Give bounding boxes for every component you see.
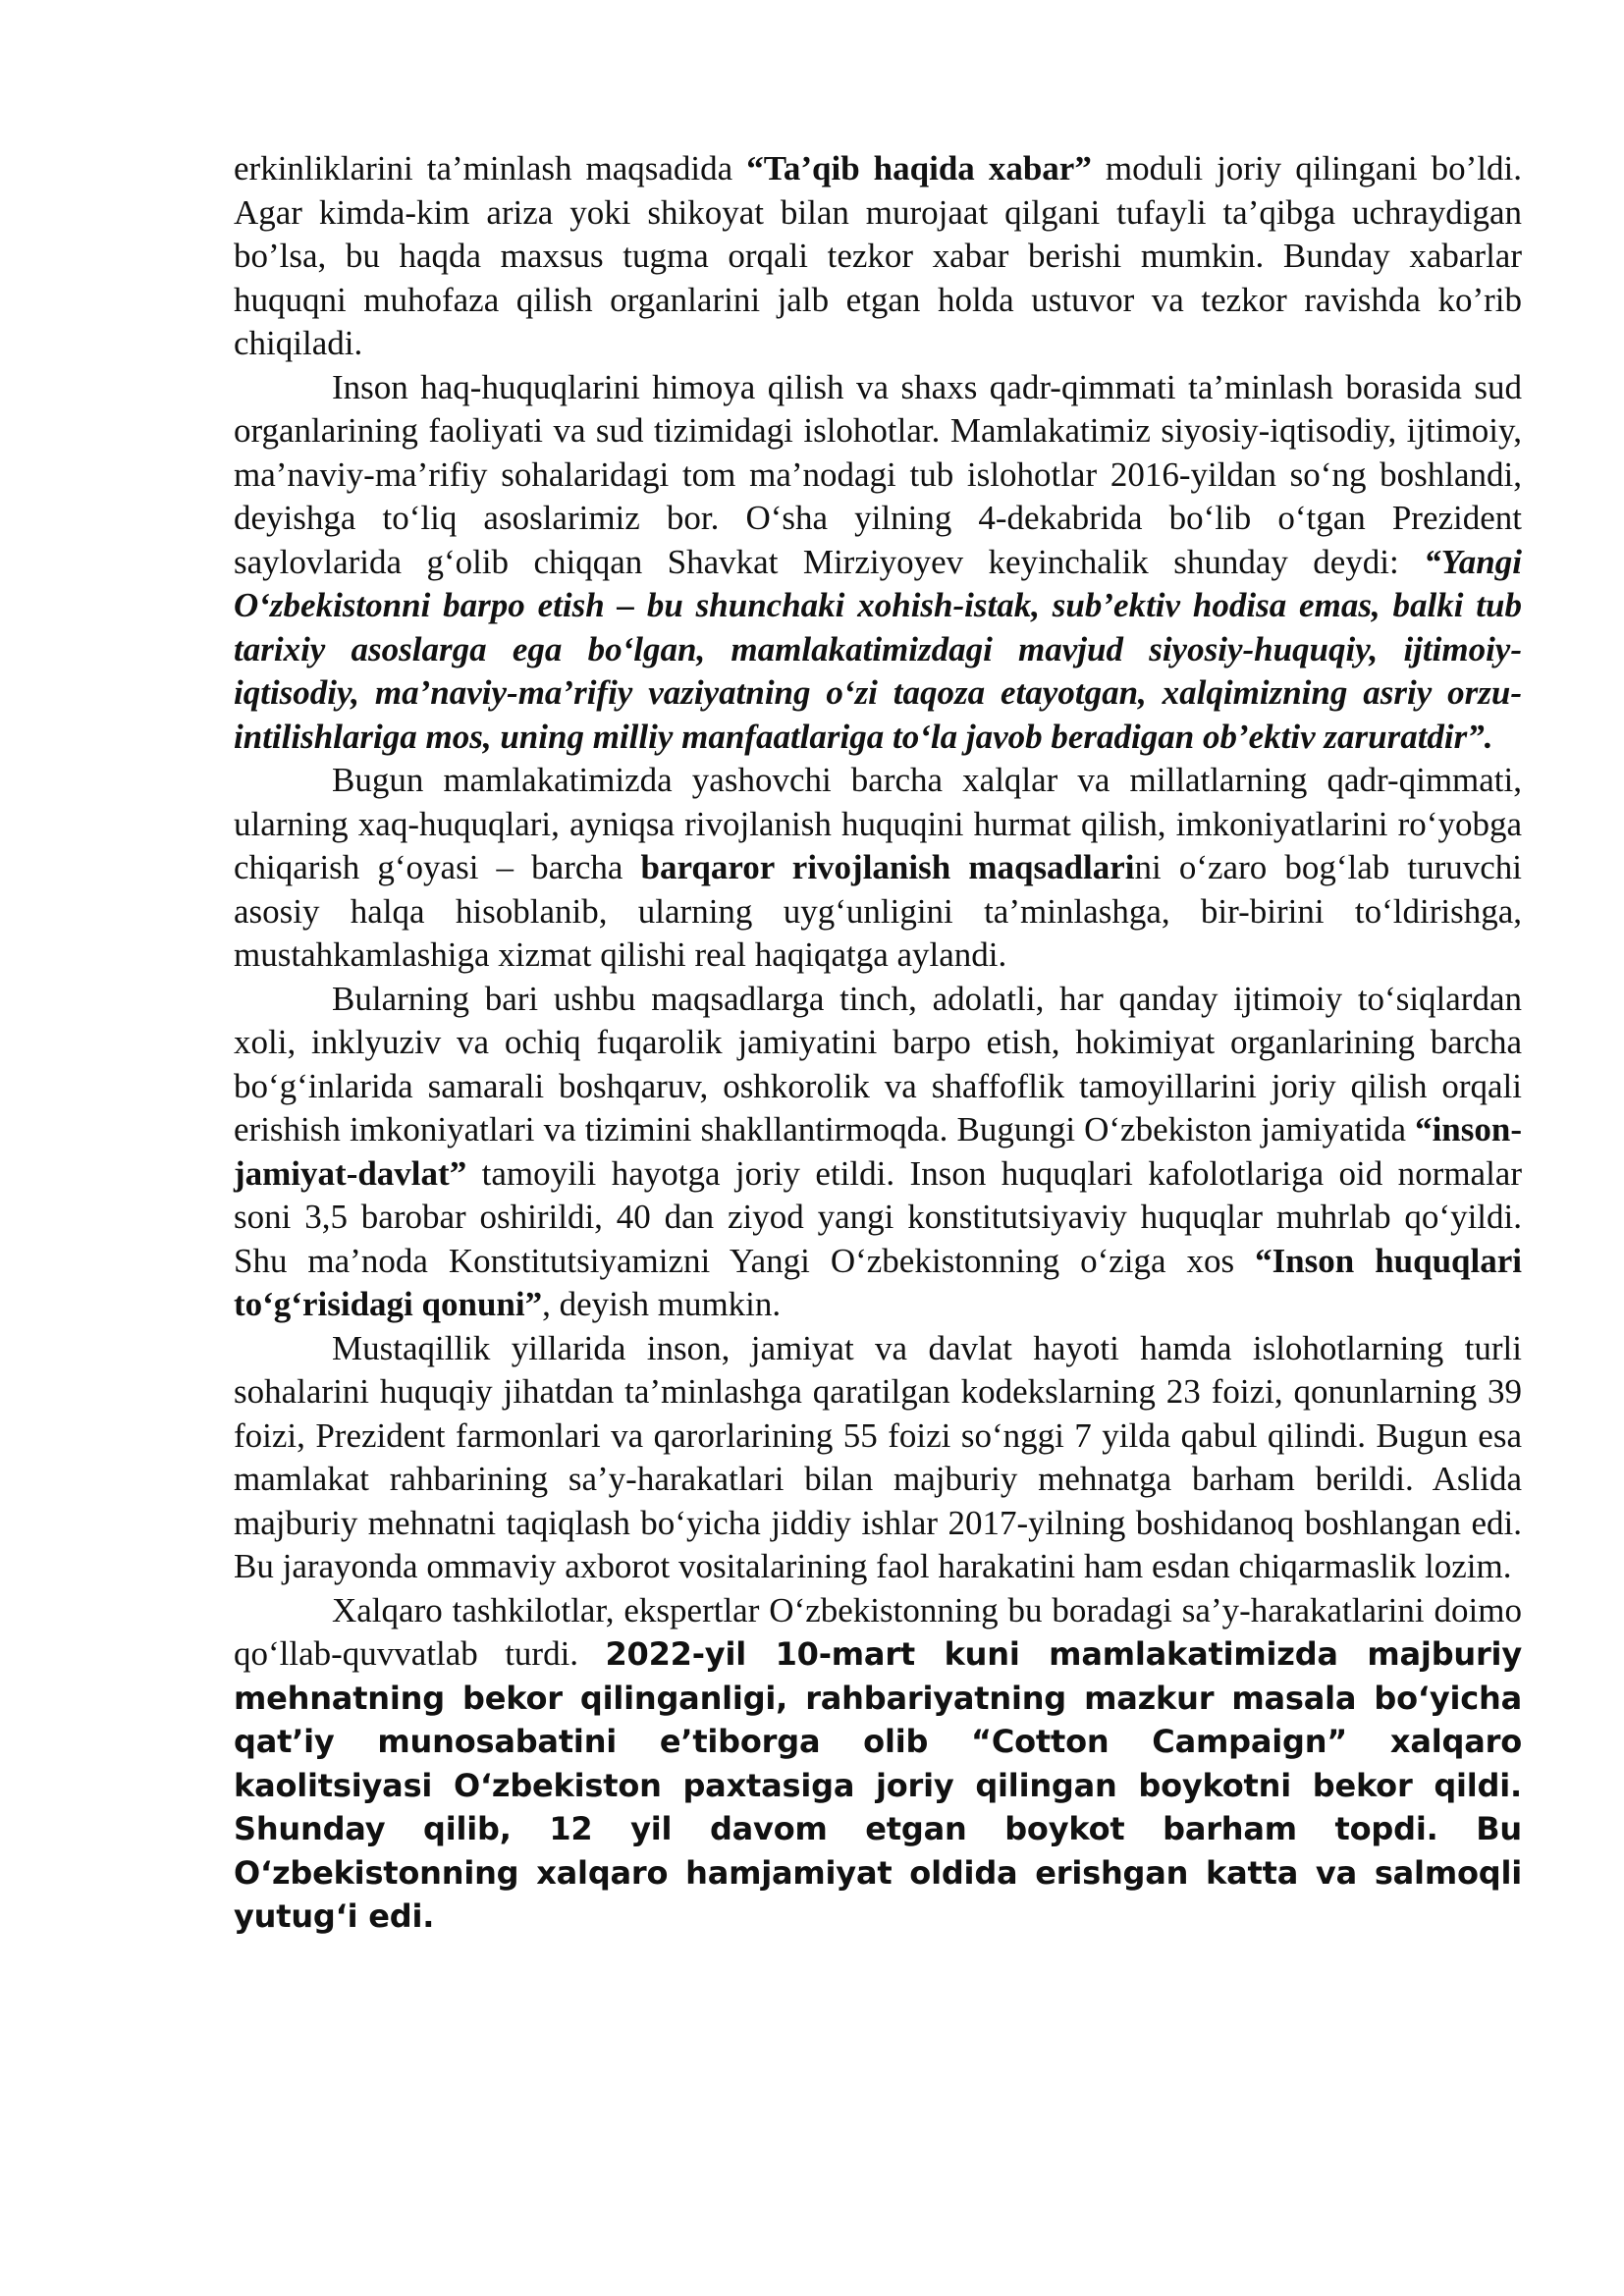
paragraph-3 xyxy=(234,759,1522,978)
paragraph-6 xyxy=(234,1589,1522,1939)
paragraph-3-text-a: Bugun mamlakatimizda yashovchi barcha xalqlar va millatlarning qadr-qimmati, ularning xaq-huquqlari, ayniqsa rivojlanish huquqini hurmat qilish, imkoniyatlarini ro‘yobga chiqarish g‘oyasi – barcha xyxy=(234,761,1522,886)
paragraph-1 xyxy=(234,147,1522,366)
paragraph-3-text-b: ni o‘zaro bog‘lab turuvchi asosiy halqa hisoblanib, ularning uyg‘unligini ta’minlashga, bir-birini to‘ldirishga, mustahkamlashiga xizmat qilishi real haqiqatga aylandi. xyxy=(234,848,1523,974)
document-page xyxy=(234,147,1522,1939)
paragraph-4-text-a: Bularning bari ushbu maqsadlarga tinch, adolatli, har qanday ijtimoiy to‘siqlardan xoli, inklyuziv va ochiq fuqarolik jamiyatini barpo etish, hokimiyat organlarining barcha bo‘g‘inlarida samarali boshqaruv, oshkorolik va shaffoflik tamoyillarini joriy qilish orqali erishish imkoniyatlari va tizimini shakllantirmoqda. Bugungi O‘zbekiston jamiyatida xyxy=(234,979,1522,1148)
paragraph-1-text-b: moduli joriy qilingani bo’ldi. Agar kimda-kim ariza yoki shikoyat bilan murojaat qilgani tufayli ta’qibga uchraydigan bo’lsa, bu haqda maxsus tugma orqali tezkor xabar berishi mumkin. Bunday xabarlar huquqni muhofaza qilish organlarini jalb etgan holda ustuvor va tezkor ravishda ko’rib chiqiladi. xyxy=(234,149,1523,362)
paragraph-5-text-a: Mustaqillik yillarida inson, jamiyat va davlat hayoti hamda islohotlarning turli sohalarini huquqiy jihatdan ta’minlashga qaratilgan kodekslarning 23 foizi, qonunlarning 39 foizi, Prezident farmonlari va qarorlarining 55 foizi so‘nggi 7 yilda qabul qilindi. Bugun esa mamlakat rahbarining sa’y-harakatlari bilan majburiy mehnatga barham berildi. Aslida majburiy mehnatni taqiqlash bo‘yicha jiddiy ishlar 2017-yilning boshidanoq boshlangan edi. Bu jarayonda ommaviy axborot vositalarining faol harakatini ham esdan chiqarmaslik lozim. xyxy=(234,1328,1522,1585)
paragraph-5 xyxy=(234,1327,1522,1589)
paragraph-4 xyxy=(234,978,1522,1327)
paragraph-6-bold-statement: 2022-yil 10-mart kuni mamlakatimizda majburiy mehnatning bekor qilinganligi, rahbariyatning mazkur masala bo‘yicha qat’iy munosabatini e’tiborga olib “Cotton Campaign” xalqaro kaolitsiyasi O‘zbekiston paxtasiga joriy qilingan boykotni bekor qildi. Shunday qilib, 12 yil davom etgan boykot barham topdi. Bu O‘zbekistonning xalqaro hamjamiyat oldida erishgan katta va salmoqli yutug‘i edi. xyxy=(234,1635,1522,1935)
paragraph-6-text-a: Xalqaro tashkilotlar, ekspertlar O‘zbekistonning bu boradagi sa’y-harakatlarini doimo qo‘llab-quvvatlab turdi. xyxy=(234,1590,1522,1673)
paragraph-4-text-c: , deyish mumkin. xyxy=(542,1285,782,1323)
paragraph-4-text-b: tamoyili hayotga joriy etildi. Inson huquqlari kafolotlariga oid normalar soni 3,5 barobar oshirildi, 40 dan ziyod yangi konstitutsiyaviy huquqlar muhrlab qo‘yildi. Shu ma’noda Konstitutsiyamizni Yangi O‘zbekistonning o‘ziga xos xyxy=(234,1153,1522,1280)
paragraph-4-bold-principle: “inson-jamiyat-davlat” xyxy=(234,1110,1522,1193)
paragraph-1-text-a: erkinliklarini ta’minlash maqsadida xyxy=(234,149,747,187)
paragraph-3-bold-goals: barqaror rivojlanish maqsadlari xyxy=(640,848,1135,886)
paragraph-4-bold-law-title: “Inson huquqlari to‘g‘risidagi qonuni” xyxy=(234,1241,1522,1323)
paragraph-2 xyxy=(234,366,1522,760)
paragraph-1-bold-module-name: “Ta’qib haqida xabar” xyxy=(746,149,1092,187)
paragraph-2-text-a: Inson haq-huquqlarini himoya qilish va shaxs qadr-qimmati ta’minlash borasida sud organlarining faoliyati va sud tizimidagi islohotlar. Mamlakatimiz siyosiy-iqtisodiy, ijtimoiy, ma’naviy-ma’rifiy sohalaridagi tom ma’nodagi tub islohotlar 2016-yildan so‘ng boshlandi, deyishga to‘liq asoslarimiz bor. O‘sha yilning 4-dekabrida bo‘lib o‘tgan Prezident saylovlarida g‘olib chiqqan Shavkat Mirziyoyev keyinchalik shunday deydi: xyxy=(234,367,1522,581)
paragraph-2-quote: “Yangi O‘zbekistonni barpo etish – bu shunchaki xohish-istak, sub’ektiv hodisa emas, balki tub tarixiy asoslarga ega bo‘lgan, mamlakatimizdagi mavjud siyosiy-huquqiy, ijtimoiy-iqtisodiy, ma’naviy-ma’rifiy vaziyatning o‘zi taqoza etayotgan, xalqimizning asriy orzu- intilishlariga mos, uning milliy manfaatlariga to‘la javob beradigan ob’ektiv zaruratdir”. xyxy=(234,542,1522,756)
